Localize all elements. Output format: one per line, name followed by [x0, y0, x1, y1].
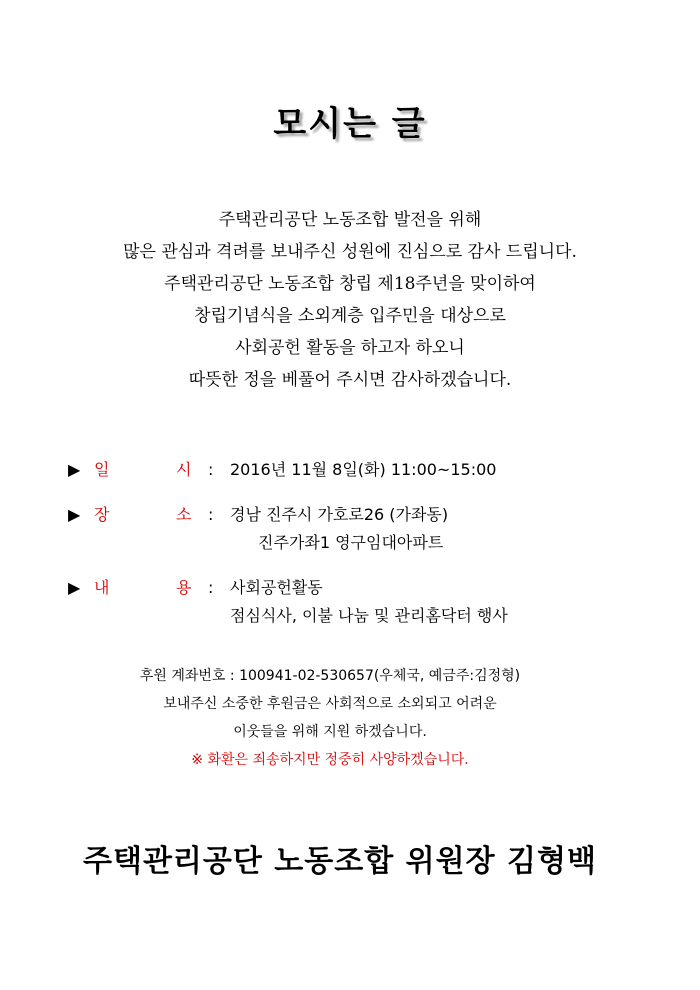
content-label-first: 내	[94, 578, 110, 597]
intro-line: 주택관리공단 노동조합 창립 제18주년을 맞이하여	[164, 274, 536, 294]
place-row-continued	[68, 529, 668, 557]
account-number: 후원 계좌번호 : 100941-02-530657(우체국, 예금주:김정형)	[139, 668, 521, 684]
place-label-first: 장	[94, 505, 110, 524]
donation-note: 보내주신 소중한 후원금은 사회적으로 소외되고 어려운	[163, 696, 497, 712]
colon: :	[208, 578, 214, 597]
arrow-right-icon: ▶	[68, 505, 81, 524]
arrow-right-icon: ▶	[68, 578, 81, 597]
colon: :	[208, 460, 214, 479]
intro-line: 많은 관심과 격려를 보내주신 성원에 진심으로 감사 드립니다.	[123, 242, 577, 262]
date-value: 2016년 11월 8일(화) 11:00~15:00	[230, 460, 497, 479]
date-label-second: 시	[176, 460, 192, 479]
content-row-continued	[68, 602, 668, 630]
content-activities: 점심식사, 이불 나눔 및 관리홈닥터 행사	[230, 606, 508, 625]
place-apartment: 진주가좌1 영구임대아파트	[258, 533, 444, 552]
event-details	[68, 456, 668, 630]
intro-line: 창립기념식을 소외계층 입주민을 대상으로	[194, 306, 506, 326]
wreath-notice: ※ 화환은 죄송하지만 정중히 사양하겠습니다.	[191, 752, 469, 768]
arrow-right-icon: ▶	[68, 460, 81, 479]
invitation-message	[0, 204, 700, 396]
content-label-second: 용	[176, 578, 192, 597]
content-value: 사회공헌활동	[230, 578, 323, 597]
intro-line: 주택관리공단 노동조합 발전을 위해	[218, 210, 482, 230]
place-label-second: 소	[176, 505, 192, 524]
page-title: 모시는 글	[273, 104, 427, 144]
content-row	[68, 574, 668, 602]
date-row	[68, 456, 668, 484]
donation-note: 이웃들을 위해 지원 하겠습니다.	[233, 724, 427, 740]
sender-signature: 주택관리공단 노동조합 위원장 김형백	[82, 844, 597, 879]
place-row	[68, 501, 668, 529]
intro-line: 사회공헌 활동을 하고자 하오니	[235, 338, 465, 358]
donation-info	[0, 662, 660, 774]
place-address: 경남 진주시 가호로26 (가좌동)	[230, 505, 449, 524]
colon: :	[208, 505, 214, 524]
intro-line: 따뜻한 정을 베풀어 주시면 감사하겠습니다.	[188, 370, 512, 390]
date-label-first: 일	[94, 460, 110, 479]
